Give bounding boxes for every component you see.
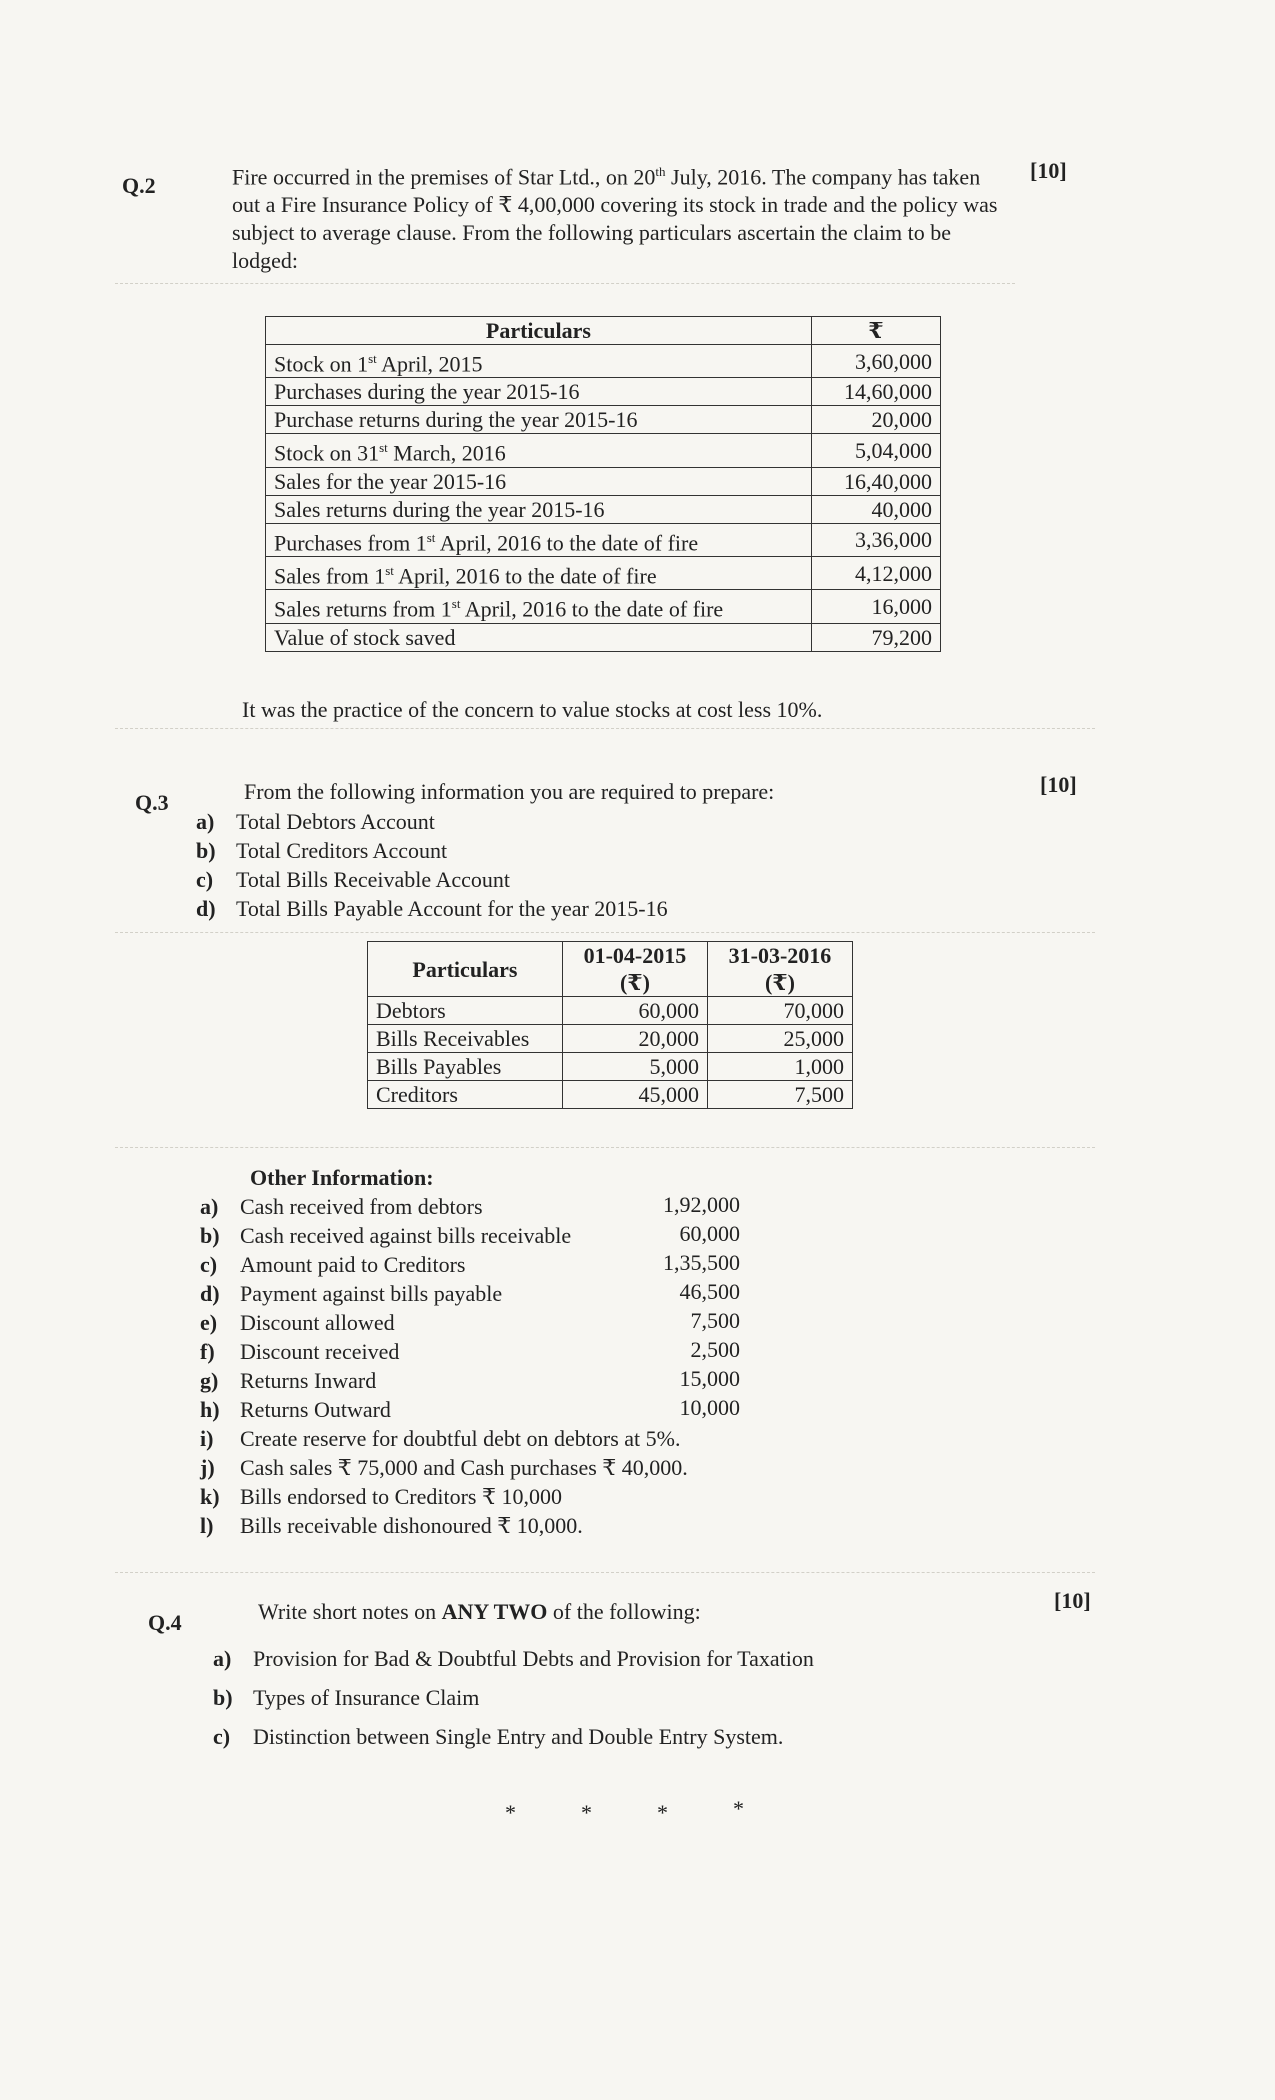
table-row [266,556,941,589]
item-label: c) [200,1252,218,1277]
particular-cell: Value of stock saved [266,623,812,651]
column-header-opening: 01-04-2015 (₹) [562,942,707,997]
item-label: c) [213,1724,231,1749]
item-label: f) [200,1339,215,1364]
item-value: 10,000 [679,1395,740,1420]
star-mark: * [505,1800,516,1825]
table-row [266,406,941,434]
item-text: Create reserve for doubtful debt on debtors at 5%. [240,1426,681,1451]
list-item [200,1279,502,1308]
particular-cell: Sales from 1st April, 2016 to the date of fire [266,556,812,589]
question-number: Q.2 [122,173,156,198]
item-value: 7,500 [690,1308,740,1333]
amount-cell: 16,000 [811,590,940,623]
amount-cell: 5,000 [562,1053,707,1081]
list-item [200,1395,391,1424]
item-value: 60,000 [679,1221,740,1246]
list-item [200,1250,465,1279]
list-item [200,1424,680,1453]
item-label: d) [196,896,216,921]
table-row [266,523,941,556]
required-accounts-list [196,807,668,923]
item-text: Amount paid to Creditors [240,1252,466,1277]
particular-cell: Sales for the year 2015-16 [266,467,812,495]
table-header-row [266,317,941,345]
particular-cell: Bills Payables [368,1053,563,1081]
table-row [368,1025,853,1053]
table-row [266,378,941,406]
item-label: j) [200,1455,215,1480]
list-item [213,1683,814,1712]
item-text: Cash received against bills receivable [240,1223,572,1248]
item-value: 1,35,500 [663,1250,740,1275]
list-item [200,1221,571,1250]
column-header-particulars: Particulars [368,942,563,997]
list-item [200,1366,376,1395]
item-text: Provision for Bad & Doubtful Debts and Provision for Taxation [253,1646,814,1671]
other-information-list [200,1192,760,1552]
item-value: 15,000 [679,1366,740,1391]
scan-rule [115,283,1015,284]
item-text: Total Bills Receivable Account [236,867,511,892]
question-intro [258,1597,701,1626]
star-mark: * [581,1800,592,1825]
particular-cell: Stock on 1st April, 2015 [266,345,812,378]
star-mark: * [733,1796,744,1821]
list-item [196,807,668,836]
amount-cell: 20,000 [811,406,940,434]
valuation-note: It was the practice of the concern to value stocks at cost less 10%. [242,697,823,722]
intro-suffix: of the following: [547,1599,701,1624]
particular-cell: Purchases from 1st April, 2016 to the date of fire [266,523,812,556]
list-item [196,836,668,865]
amount-cell: 20,000 [562,1025,707,1053]
intro-prefix: Write short notes on [258,1599,442,1624]
item-label: b) [196,838,216,863]
amount-cell: 79,200 [811,623,940,651]
amount-cell: 3,36,000 [811,523,940,556]
item-text: Bills endorsed to Creditors ₹ 10,000 [240,1484,562,1509]
column-header-closing: 31-03-2016 (₹) [707,942,852,997]
star-mark: * [657,1800,668,1825]
item-text: Discount received [240,1339,400,1364]
table-row [368,1053,853,1081]
intro-emphasis: ANY TWO [441,1599,548,1624]
item-text: Cash received from debtors [240,1194,483,1219]
end-of-paper-marks [505,1796,765,1830]
particular-cell: Sales returns from 1st April, 2016 to the date of fire [266,590,812,623]
table-header-row [368,942,853,997]
question-text: Fire occurred in the premises of Star Ltd., on 20th July, 2016. The company has taken out a Fire Insurance Policy of ₹ 4,00,000 covering its stock in trade and the policy was subject to average clause. From the following particulars ascertain the claim to be lodged: [232,164,998,274]
other-information-title: Other Information: [250,1165,434,1190]
list-item [196,894,668,923]
item-text: Returns Outward [240,1397,391,1422]
item-text: Total Debtors Account [236,809,435,834]
amount-cell: 7,500 [707,1081,852,1109]
particular-cell: Stock on 31st March, 2016 [266,434,812,467]
item-label: l) [200,1513,214,1538]
stock-particulars-table [265,316,941,652]
list-item [200,1308,395,1337]
amount-cell: 40,000 [811,495,940,523]
item-label: h) [200,1397,220,1422]
table-row [266,434,941,467]
item-text: Types of Insurance Claim [253,1685,480,1710]
question-marks: [10] [1040,772,1077,797]
list-item [196,865,668,894]
item-label: g) [200,1368,219,1393]
item-value: 2,500 [690,1337,740,1362]
amount-cell: 60,000 [562,997,707,1025]
amount-cell: 4,12,000 [811,556,940,589]
list-item [200,1337,399,1366]
item-text: Distinction between Single Entry and Double Entry System. [253,1724,784,1749]
item-label: e) [200,1310,218,1335]
question-marks: [10] [1054,1588,1091,1613]
item-text: Cash sales ₹ 75,000 and Cash purchases ₹ 40,000. [240,1455,688,1480]
amount-cell: 14,60,000 [811,378,940,406]
list-item [200,1482,562,1511]
item-label: k) [200,1484,220,1509]
list-item [213,1644,814,1673]
table-row [368,1081,853,1109]
question-number: Q.3 [135,790,169,815]
amount-cell: 16,40,000 [811,467,940,495]
question-number: Q.4 [148,1610,182,1635]
scan-rule [115,728,1095,729]
question-marks: [10] [1030,158,1067,183]
item-label: a) [196,809,215,834]
column-header-amount: ₹ [811,317,940,345]
list-item [213,1722,814,1751]
item-label: b) [200,1223,220,1248]
item-text: Total Bills Payable Account for the year 2015-16 [236,896,668,921]
item-text: Discount allowed [240,1310,395,1335]
amount-cell: 3,60,000 [811,345,940,378]
item-label: b) [213,1685,233,1710]
particular-cell: Debtors [368,997,563,1025]
list-item [200,1192,483,1221]
list-item [200,1511,583,1540]
item-value: 1,92,000 [663,1192,740,1217]
column-header-particulars: Particulars [266,317,812,345]
table-row [266,495,941,523]
list-item [200,1453,688,1482]
item-text: Returns Inward [240,1368,377,1393]
short-notes-list [213,1644,814,1761]
item-text: Total Creditors Account [236,838,448,863]
question-intro: From the following information you are required to prepare: [244,779,775,804]
particular-cell: Purchases during the year 2015-16 [266,378,812,406]
particular-cell: Creditors [368,1081,563,1109]
scan-rule [115,1572,1095,1573]
table-row [266,623,941,651]
table-row [266,467,941,495]
particular-cell: Bills Receivables [368,1025,563,1053]
item-label: a) [200,1194,219,1219]
particular-cell: Sales returns during the year 2015-16 [266,495,812,523]
table-row [368,997,853,1025]
balances-table [367,941,853,1109]
item-label: d) [200,1281,220,1306]
item-value: 46,500 [679,1279,740,1304]
amount-cell: 70,000 [707,997,852,1025]
item-label: a) [213,1646,232,1671]
table-row [266,590,941,623]
item-text: Payment against bills payable [240,1281,503,1306]
item-text: Bills receivable dishonoured ₹ 10,000. [240,1513,583,1538]
amount-cell: 25,000 [707,1025,852,1053]
amount-cell: 1,000 [707,1053,852,1081]
amount-cell: 45,000 [562,1081,707,1109]
item-label: i) [200,1426,214,1451]
scan-rule [115,1147,1095,1148]
table-row [266,345,941,378]
particular-cell: Purchase returns during the year 2015-16 [266,406,812,434]
item-label: c) [196,867,214,892]
scan-rule [115,932,1095,933]
amount-cell: 5,04,000 [811,434,940,467]
